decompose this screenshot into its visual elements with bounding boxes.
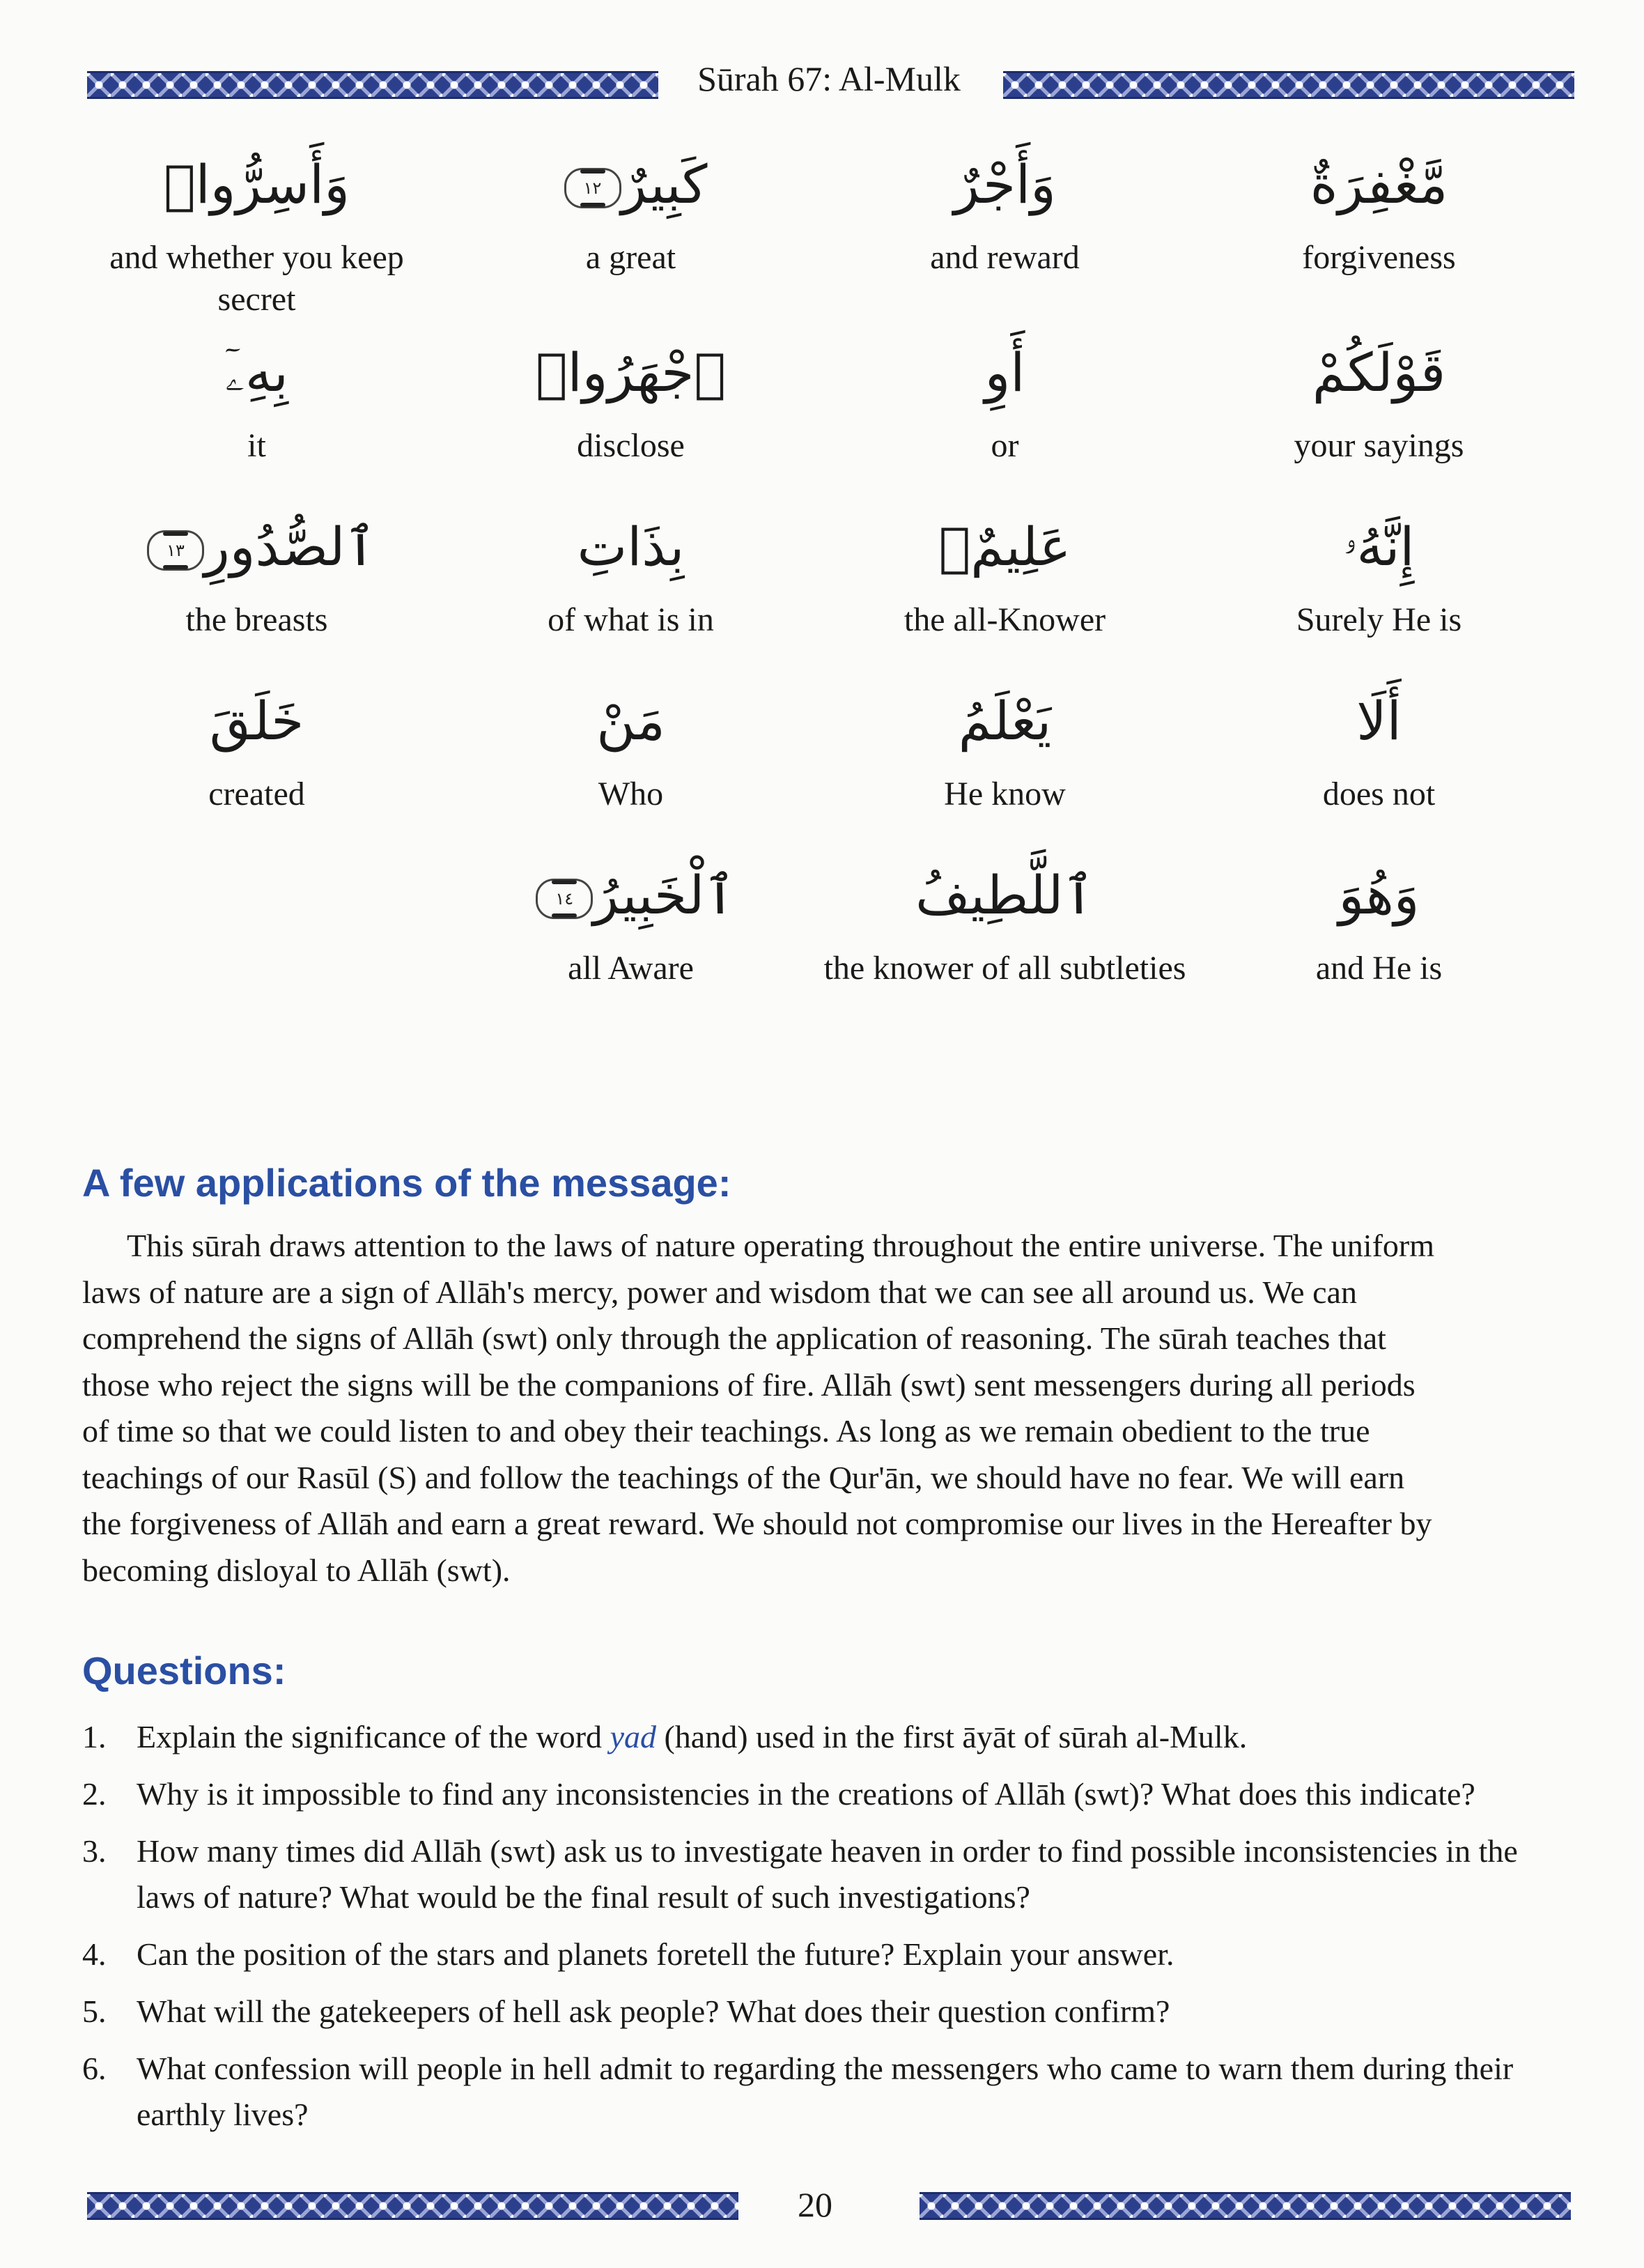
arabic-word: خَلَقَ: [209, 690, 304, 752]
english-meaning: your sayings: [1294, 427, 1464, 464]
arabic-word: يَعْلَمُ: [958, 690, 1052, 752]
ayah-number-marker: ١٢: [564, 168, 621, 208]
word-by-word-grid: [70, 146, 1567, 1073]
question-item: [82, 1771, 1574, 1817]
arabic-word: ٱجْهَرُوا۟: [536, 341, 726, 403]
arabic-word: إِنَّهُۥ: [1343, 516, 1415, 578]
paragraph-line: the forgiveness of Allāh and earn a great reward. We should not compromise our lives in the Hereafter by: [82, 1506, 1432, 1541]
word-cell: [1192, 683, 1566, 815]
word-cell: [444, 683, 818, 815]
paragraph-line: teachings of our Rasūl (S) and follow the teachings of the Qur'ān, we should have no fear. We will earn: [82, 1459, 1405, 1495]
word-cell: [1192, 146, 1566, 279]
arabic-word: وَأَسِرُّوا۟: [164, 153, 350, 215]
english-meaning: and He is: [1315, 950, 1443, 987]
word-cell: [70, 509, 444, 641]
english-meaning: disclose: [577, 427, 685, 464]
question-item: [82, 1714, 1574, 1760]
header-border-right: [1003, 71, 1574, 99]
question-text: What will the gatekeepers of hell ask people? What does their question confirm?: [137, 1993, 1170, 2029]
english-meaning: the knower of all subtleties: [823, 950, 1186, 987]
applications-paragraph: [82, 1223, 1574, 1594]
highlighted-word: yad: [610, 1719, 656, 1754]
english-meaning: and whether you keep secret: [109, 239, 404, 318]
footer-border-left: [87, 2192, 738, 2220]
page-title: Sūrah 67: Al-Mulk: [697, 59, 961, 98]
question-item: [82, 2046, 1574, 2138]
arabic-word: ٱلْخَبِيرُ١٤: [444, 857, 818, 934]
word-cell: [818, 509, 1192, 641]
word-cell: [70, 334, 444, 467]
english-meaning: and reward: [930, 239, 1080, 276]
english-meaning: He know: [944, 776, 1066, 812]
question-number: 5.: [82, 1993, 107, 2029]
question-text: How many times did Allāh (swt) ask us to investigate heaven in order to find possible inconsistencies in the laws of nature? What would be the final result of such investigations?: [137, 1833, 1518, 1915]
english-meaning: does not: [1322, 776, 1436, 812]
ayah-number-marker: ١٣: [147, 530, 204, 571]
arabic-word: ٱلصُّدُورِ١٣: [70, 509, 444, 585]
header-border-left: [87, 71, 658, 99]
arabic-word: أَوِ: [984, 341, 1025, 403]
word-cell: [444, 334, 818, 467]
page-number: 20: [798, 2185, 832, 2224]
english-meaning: it: [247, 427, 266, 464]
arabic-word: ٱللَّطِيفُ: [915, 864, 1094, 926]
question-number: 1.: [82, 1719, 107, 1754]
word-cell: [818, 334, 1192, 467]
english-meaning: the breasts: [185, 601, 328, 638]
arabic-word: قَوْلَكُمْ: [1312, 341, 1446, 403]
question-number: 6.: [82, 2051, 107, 2086]
word-cell: [818, 146, 1192, 279]
question-item: [82, 1931, 1574, 1977]
paragraph-line: This sūrah draws attention to the laws of nature operating throughout the entire universe. The uniform: [127, 1228, 1434, 1263]
arabic-word: مَّغْفِرَةٌ: [1310, 153, 1448, 215]
word-cell: [1192, 334, 1566, 467]
question-number: 3.: [82, 1833, 107, 1869]
english-meaning: a great: [585, 239, 676, 276]
arabic-word: وَهُوَ: [1338, 864, 1420, 926]
arabic-word: مَنْ: [596, 690, 665, 752]
arabic-word: وَأَجْرٌ: [954, 153, 1056, 215]
word-cell: [444, 146, 818, 279]
english-meaning: the all-Knower: [904, 601, 1106, 638]
english-meaning: Surely He is: [1296, 601, 1462, 638]
english-meaning: or: [991, 427, 1019, 464]
arabic-word: بِذَاتِ: [577, 516, 685, 578]
question-text: Why is it impossible to find any inconsistencies in the creations of Allāh (swt)? What does this indicate?: [137, 1776, 1475, 1812]
word-cell: [70, 146, 444, 321]
arabic-word: أَلَا: [1356, 690, 1402, 752]
question-text: (hand) used in the first āyāt of sūrah al-Mulk.: [656, 1719, 1248, 1754]
arabic-word: بِهِۦٓ: [225, 341, 288, 403]
question-text: Explain the significance of the word: [137, 1719, 610, 1754]
arabic-word: عَلِيمٌۢ: [938, 516, 1071, 578]
english-meaning: created: [208, 776, 305, 812]
question-item: [82, 1989, 1574, 2035]
questions-heading: Questions:: [82, 1649, 286, 1692]
paragraph-line: of time so that we could listen to and obey their teachings. As long as we remain obedient to the true: [82, 1413, 1370, 1449]
word-cell: [818, 683, 1192, 815]
arabic-word: كَبِيرٌ١٢: [444, 146, 818, 223]
english-meaning: forgiveness: [1302, 239, 1456, 276]
word-cell: [1192, 857, 1566, 989]
paragraph-line: comprehend the signs of Allāh (swt) only through the application of reasoning. The sūrah teaches that: [82, 1320, 1386, 1356]
word-cell: [818, 857, 1192, 989]
word-cell: [1192, 509, 1566, 641]
word-cell: [70, 683, 444, 815]
applications-heading: A few applications of the message:: [82, 1161, 731, 1205]
word-cell: [444, 509, 818, 641]
question-number: 2.: [82, 1776, 107, 1812]
paragraph-line: those who reject the signs will be the companions of fire. Allāh (swt) sent messengers during all periods: [82, 1366, 1416, 1403]
question-number: 4.: [82, 1936, 107, 1972]
english-meaning: all Aware: [568, 950, 694, 987]
questions-list: [82, 1714, 1574, 2149]
english-meaning: of what is in: [548, 601, 714, 638]
footer-border-right: [920, 2192, 1571, 2220]
question-text: What confession will people in hell admit to regarding the messengers who came to warn them during their earthly lives?: [137, 2051, 1514, 2132]
question-text: Can the position of the stars and planets foretell the future? Explain your answer.: [137, 1936, 1174, 1972]
word-cell: [444, 857, 818, 989]
question-item: [82, 1828, 1574, 1920]
paragraph-line: laws of nature are a sign of Allāh's mercy, power and wisdom that we can see all around us. We can: [82, 1274, 1357, 1310]
ayah-number-marker: ١٤: [536, 879, 593, 919]
english-meaning: Who: [598, 776, 664, 812]
paragraph-line: becoming disloyal to Allāh (swt).: [82, 1552, 511, 1588]
